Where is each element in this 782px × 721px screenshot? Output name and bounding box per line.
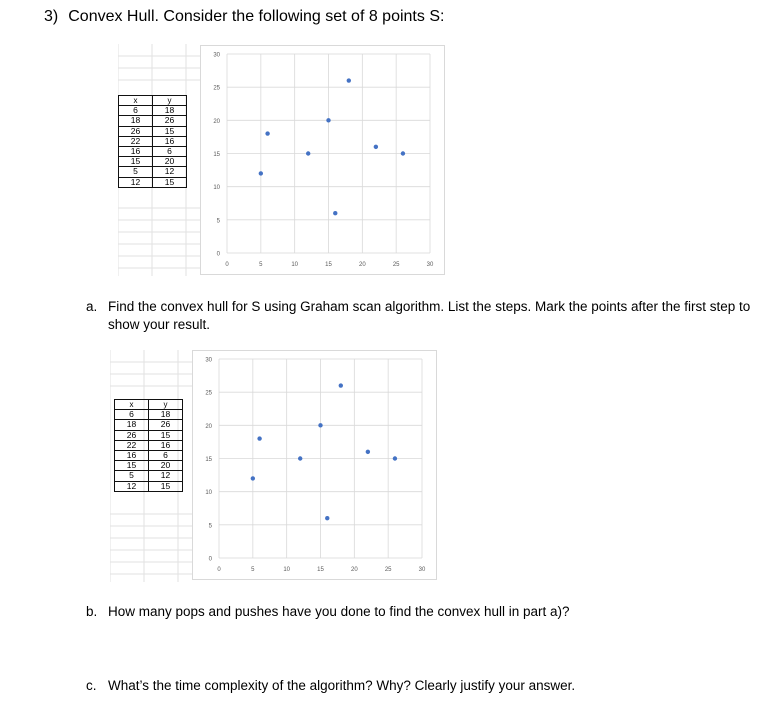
x-tick-label: 0: [217, 567, 221, 573]
y-tick-label: 5: [216, 218, 220, 225]
x-tick-label: 30: [426, 262, 434, 268]
table-row: [115, 430, 183, 440]
table-row: [119, 146, 187, 156]
question-a-text-line2: show your result.: [108, 317, 211, 332]
data-point: [366, 450, 370, 454]
table-row: [115, 481, 183, 491]
y-tick-label: 30: [213, 52, 220, 59]
cell-x: 18: [119, 116, 153, 126]
cell-x: 5: [119, 167, 153, 177]
cell-y: 18: [153, 106, 187, 116]
data-point: [251, 476, 255, 480]
chart-area: [193, 351, 437, 580]
cell-y: 15: [149, 430, 183, 440]
cell-y: 16: [153, 136, 187, 146]
y-tick-label: 30: [205, 357, 212, 364]
table-row: [115, 420, 183, 430]
y-tick-label: 25: [205, 390, 212, 397]
x-tick-label: 10: [283, 567, 291, 573]
cell-x: 26: [119, 126, 153, 136]
table-row: [115, 461, 183, 471]
x-tick-label: 0: [225, 262, 229, 268]
cell-x: 6: [119, 106, 153, 116]
cell-x: 16: [115, 450, 149, 460]
table-header-row: [115, 400, 183, 410]
cell-x: 15: [119, 157, 153, 167]
y-tick-label: 0: [216, 251, 220, 258]
x-tick-label: 10: [291, 262, 299, 268]
cell-x: 12: [119, 177, 153, 187]
cell-y: 12: [149, 471, 183, 481]
cell-y: 18: [149, 410, 183, 420]
cell-x: 6: [115, 410, 149, 420]
question-c-label: c.: [86, 678, 97, 693]
y-tick-label: 10: [205, 490, 212, 497]
cell-x: 22: [119, 136, 153, 146]
cell-y: 26: [153, 116, 187, 126]
data-point: [318, 423, 322, 427]
question-a-text-line1: Find the convex hull for S using Graham scan algorithm. List the steps. Mark the points after the first step to: [108, 299, 751, 314]
question-number: 3): [44, 8, 59, 25]
data-point: [374, 145, 378, 149]
x-tick-label: 30: [418, 567, 426, 573]
header-y: y: [153, 96, 187, 106]
y-tick-label: 20: [213, 118, 220, 125]
cell-y: 20: [149, 461, 183, 471]
cell-x: 15: [115, 461, 149, 471]
cell-y: 20: [153, 157, 187, 167]
question-b-text: How many pops and pushes have you done to find the convex hull in part a)?: [108, 604, 570, 619]
cell-x: 18: [115, 420, 149, 430]
cell-y: 16: [149, 440, 183, 450]
scatter-chart-1: [200, 45, 445, 275]
table-row: [119, 157, 187, 167]
table-row: [115, 471, 183, 481]
x-tick-label: 25: [384, 567, 392, 573]
x-tick-label: 20: [358, 262, 366, 268]
cell-y: 6: [153, 146, 187, 156]
data-point: [393, 456, 397, 460]
question-c: [86, 677, 776, 695]
table-row: [119, 177, 187, 187]
x-tick-label: 25: [392, 262, 400, 268]
cell-x: 12: [115, 481, 149, 491]
points-table-1: [118, 95, 187, 188]
table-row: [119, 106, 187, 116]
data-point: [339, 383, 343, 387]
header-x: x: [115, 400, 149, 410]
cell-x: 26: [115, 430, 149, 440]
cell-y: 15: [153, 126, 187, 136]
data-point: [298, 456, 302, 460]
chart-area: [201, 46, 445, 275]
x-tick-label: 5: [259, 262, 263, 268]
cell-y: 12: [153, 167, 187, 177]
table-row: [115, 440, 183, 450]
data-point: [347, 78, 351, 82]
question-a: [86, 298, 776, 334]
y-tick-label: 0: [208, 556, 212, 563]
cell-y: 6: [149, 450, 183, 460]
cell-x: 16: [119, 146, 153, 156]
data-point: [333, 211, 337, 215]
x-tick-label: 20: [350, 567, 358, 573]
cell-y: 15: [153, 177, 187, 187]
question-heading: [44, 8, 444, 26]
y-tick-label: 15: [213, 152, 220, 158]
table-row: [115, 450, 183, 460]
data-point: [306, 151, 310, 155]
data-point: [401, 151, 405, 155]
cell-x: 22: [115, 440, 149, 450]
header-y: y: [149, 400, 183, 410]
x-tick-label: 15: [325, 262, 332, 268]
table-row: [119, 126, 187, 136]
data-point: [259, 171, 263, 175]
table-row: [119, 116, 187, 126]
y-tick-label: 25: [213, 85, 220, 92]
x-tick-label: 5: [251, 567, 255, 573]
y-tick-label: 20: [205, 423, 212, 430]
question-b-label: b.: [86, 604, 98, 619]
question-c-text: What’s the time complexity of the algorithm? Why? Clearly justify your answer.: [108, 678, 576, 693]
cell-y: 15: [149, 481, 183, 491]
table-row: [115, 410, 183, 420]
data-point: [326, 118, 330, 122]
question-a-label: a.: [86, 299, 98, 314]
question-title: Convex Hull. Consider the following set of 8 points S:: [68, 8, 445, 25]
scatter-chart-2: [192, 350, 437, 580]
cell-y: 26: [149, 420, 183, 430]
y-tick-label: 5: [208, 523, 212, 530]
header-x: x: [119, 96, 153, 106]
table-row: [119, 167, 187, 177]
y-tick-label: 15: [205, 457, 212, 463]
table-row: [119, 136, 187, 146]
cell-x: 5: [115, 471, 149, 481]
y-tick-label: 10: [213, 185, 220, 192]
x-tick-label: 15: [317, 567, 324, 573]
data-point: [257, 436, 261, 440]
table-header-row: [119, 96, 187, 106]
data-point: [265, 131, 269, 135]
data-point: [325, 516, 329, 520]
question-b: [86, 603, 776, 621]
points-table-2: [114, 399, 183, 492]
